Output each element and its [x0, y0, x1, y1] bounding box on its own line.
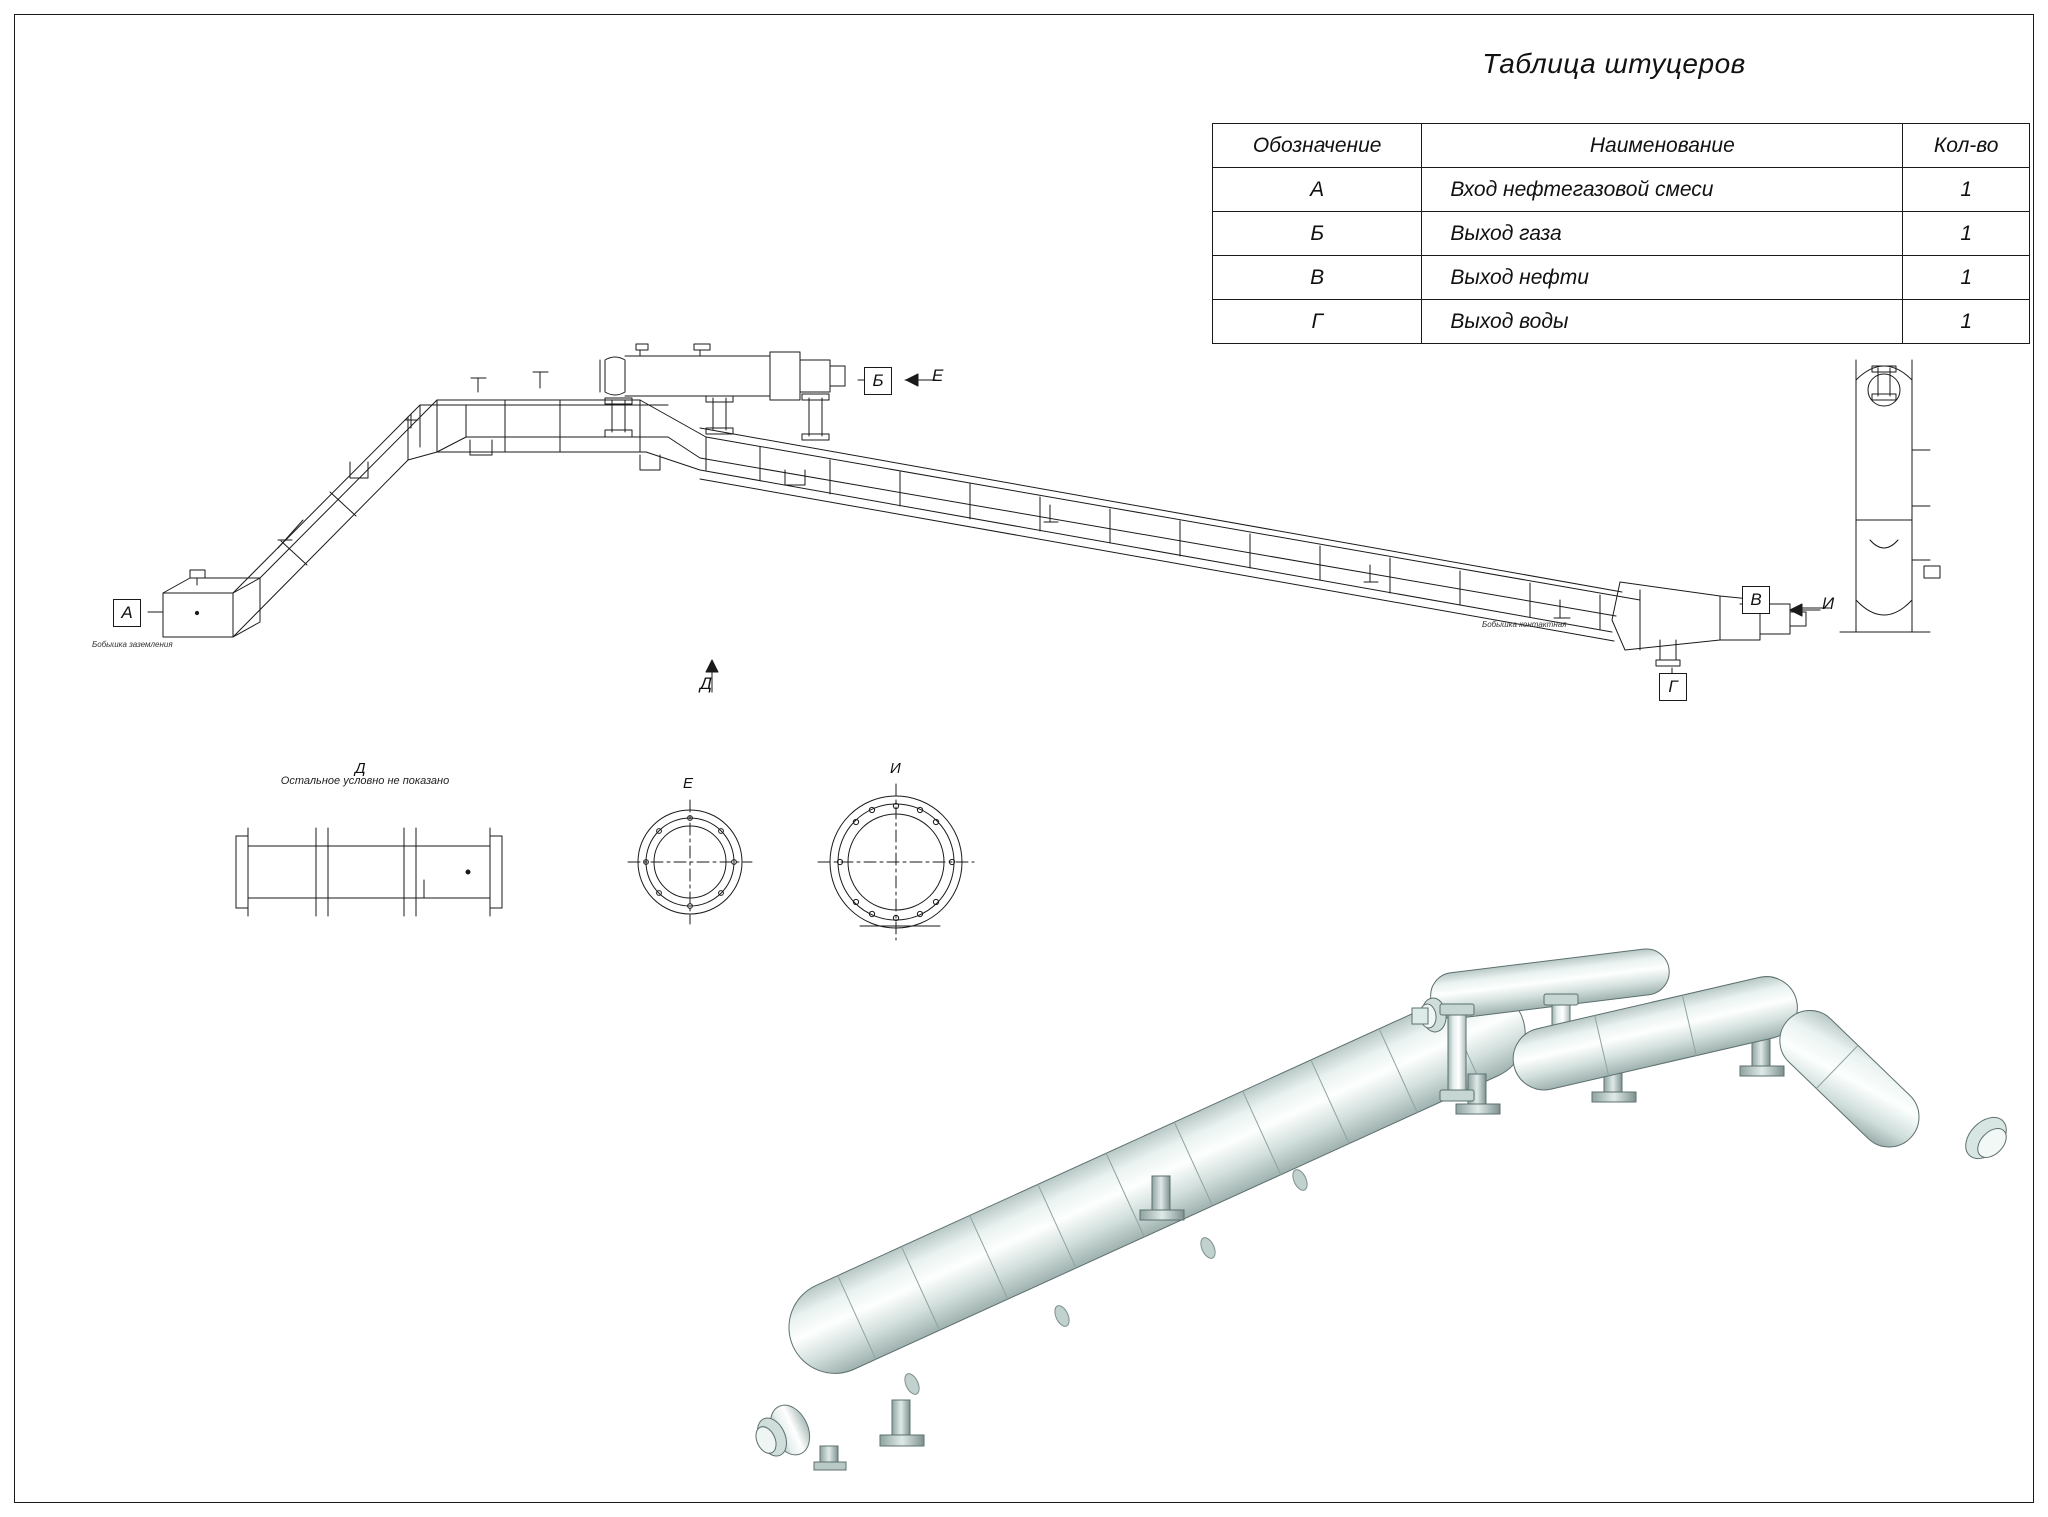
- note-contact-boss: Бобышка контактная: [1482, 620, 1567, 629]
- view-label-i: И: [890, 760, 901, 777]
- model-left-endcap: [752, 1399, 846, 1470]
- col-header-name: Наименование: [1422, 124, 1903, 168]
- col-header-qty: Кол-во: [1903, 124, 2030, 168]
- nozzle-tag-b: Б: [864, 367, 892, 395]
- section-mark-e: Е: [932, 366, 944, 385]
- col-header-mark: Обозначение: [1213, 124, 1422, 168]
- cell-name: Выход газа: [1422, 212, 1903, 256]
- cell-name: Выход нефти: [1422, 256, 1903, 300]
- cell-qty: 1: [1903, 300, 2030, 344]
- nozzle-tag-g: Г: [1659, 673, 1687, 701]
- cell-qty: 1: [1903, 168, 2030, 212]
- cell-mark: Б: [1213, 212, 1422, 256]
- cell-mark: Г: [1213, 300, 1422, 344]
- nozzle-table-title: Таблица штуцеров: [1482, 48, 1746, 79]
- cell-name: Вход нефтегазовой смеси: [1422, 168, 1903, 212]
- nozzle-tag-v: В: [1742, 586, 1770, 614]
- view-label-e: Е: [683, 775, 694, 792]
- note-grounding-boss: Бобышка заземления: [92, 640, 173, 649]
- view-d-note: Остальное условно не показано: [280, 775, 450, 787]
- view-label-d: Д: [355, 760, 366, 777]
- cell-mark: В: [1213, 256, 1422, 300]
- nozzle-tag-a: А: [113, 599, 141, 627]
- cell-qty: 1: [1903, 256, 2030, 300]
- section-mark-d: Д: [700, 674, 712, 693]
- cell-name: Выход воды: [1422, 300, 1903, 344]
- model-geometry: [752, 946, 2014, 1470]
- cell-qty: 1: [1903, 212, 2030, 256]
- section-mark-i: И: [1822, 594, 1835, 613]
- cell-mark: А: [1213, 168, 1422, 212]
